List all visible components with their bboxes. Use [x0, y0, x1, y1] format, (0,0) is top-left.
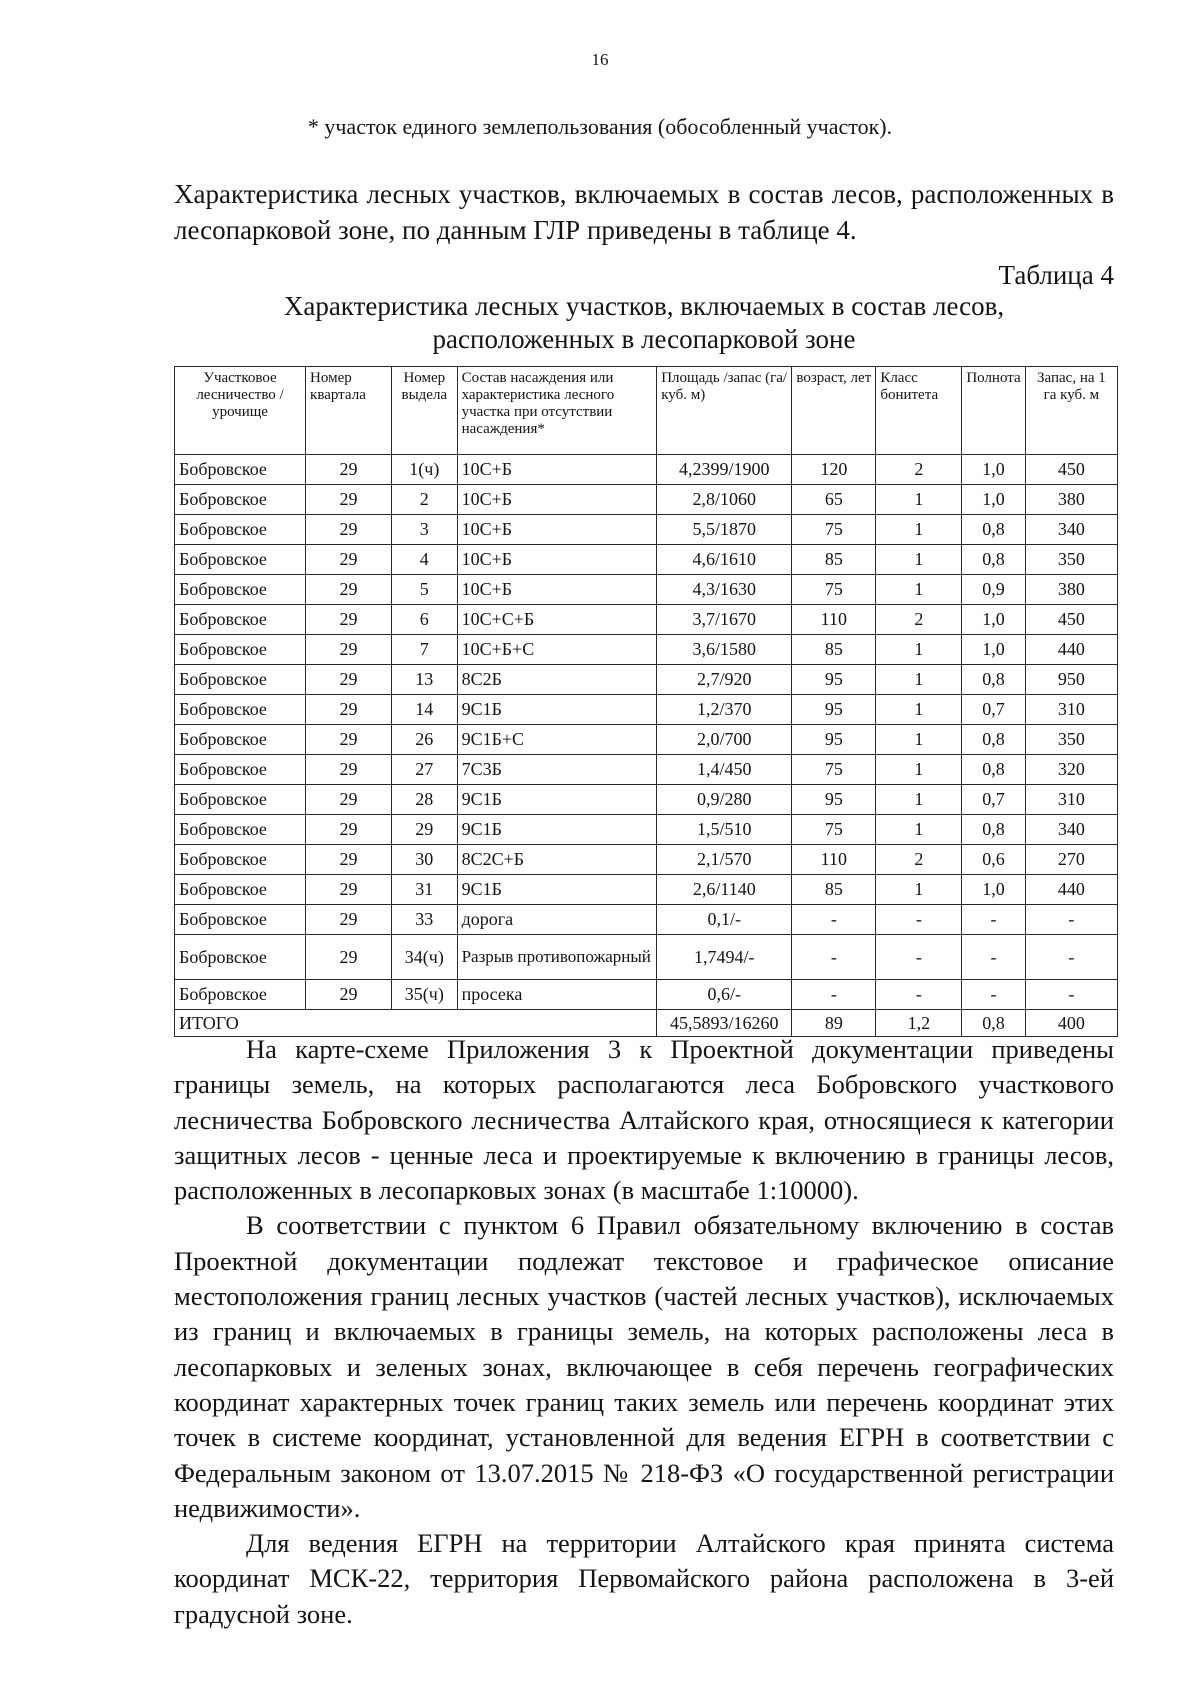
- cell-forestry: Бобровское: [175, 875, 306, 905]
- cell-age: 95: [792, 665, 876, 695]
- cell-density: 0,8: [962, 665, 1025, 695]
- cell-stock: 380: [1025, 485, 1117, 515]
- cell-age: 95: [792, 725, 876, 755]
- total-label: ИТОГО: [175, 1010, 657, 1037]
- cell-density: 0,6: [962, 845, 1025, 875]
- cell-density: 0,8: [962, 755, 1025, 785]
- cell-stock: 440: [1025, 875, 1117, 905]
- table-row: [175, 485, 1118, 515]
- cell-age: 85: [792, 635, 876, 665]
- table-row: [175, 635, 1118, 665]
- cell-composition: 10С+С+Б: [457, 605, 657, 635]
- cell-bonitet: 1: [876, 515, 962, 545]
- cell-density: 0,8: [962, 515, 1025, 545]
- cell-age: 75: [792, 575, 876, 605]
- cell-quarter: 29: [306, 515, 392, 545]
- cell-density: 0,8: [962, 815, 1025, 845]
- cell-forestry: Бобровское: [175, 980, 306, 1010]
- cell-forestry: Бобровское: [175, 785, 306, 815]
- cell-age: -: [792, 935, 876, 980]
- cell-composition: Разрыв противопожарный: [457, 935, 657, 980]
- cell-area: 0,6/-: [657, 980, 792, 1010]
- cell-bonitet: 1: [876, 695, 962, 725]
- cell-forestry: Бобровское: [175, 905, 306, 935]
- table-row: [175, 455, 1118, 485]
- cell-allotment: 33: [392, 905, 458, 935]
- header-stock: Запас, на 1 га куб. м: [1025, 367, 1117, 455]
- cell-density: 1,0: [962, 455, 1025, 485]
- total-area: 45,5893/16260: [657, 1010, 792, 1037]
- cell-density: 0,9: [962, 575, 1025, 605]
- cell-bonitet: 1: [876, 755, 962, 785]
- paragraph-egrn: Для ведения ЕГРН на территории Алтайского края принята система координат МСК-22, территория Первомайского района расположена в 3-ей градусной зоне.: [174, 1528, 1114, 1629]
- cell-bonitet: 1: [876, 635, 962, 665]
- body-text: [174, 1032, 1114, 1632]
- cell-allotment: 30: [392, 845, 458, 875]
- cell-area: 1,4/450: [657, 755, 792, 785]
- cell-bonitet: 1: [876, 875, 962, 905]
- cell-quarter: 29: [306, 935, 392, 980]
- cell-stock: -: [1025, 980, 1117, 1010]
- cell-composition: 8С2Б: [457, 665, 657, 695]
- cell-forestry: Бобровское: [175, 605, 306, 635]
- cell-composition: 9С1Б: [457, 875, 657, 905]
- cell-stock: 950: [1025, 665, 1117, 695]
- cell-stock: 320: [1025, 755, 1117, 785]
- cell-area: 2,1/570: [657, 845, 792, 875]
- cell-allotment: 28: [392, 785, 458, 815]
- cell-allotment: 1(ч): [392, 455, 458, 485]
- cell-quarter: 29: [306, 755, 392, 785]
- cell-composition: 10С+Б: [457, 575, 657, 605]
- cell-area: 2,6/1140: [657, 875, 792, 905]
- cell-area: 2,7/920: [657, 665, 792, 695]
- cell-bonitet: -: [876, 935, 962, 980]
- cell-bonitet: 2: [876, 455, 962, 485]
- cell-bonitet: 1: [876, 545, 962, 575]
- table-header-row: [175, 367, 1118, 455]
- table-row: [175, 575, 1118, 605]
- header-forestry: Участковое лесничество /урочище: [175, 367, 306, 455]
- paragraph-rules: В соответствии с пунктом 6 Правил обязательному включению в состав Проектной документации подлежат текстовое и графическое описание местоположения границ лесных участков (частей лесных участков), исключаемых из границ и включаемых в границы земель, на которых расположены леса в лесопарковых и зеленых зонах, включающее в себя перечень географических координат характерных точек границ таких земель или перечень координат этих точек в системе координат, установленной для ведения ЕГРН в соответствии с Федеральным законом от 13.07.2015 № 218-ФЗ «О государственной регистрации недвижимости».: [174, 1210, 1114, 1523]
- cell-forestry: Бобровское: [175, 815, 306, 845]
- cell-density: -: [962, 980, 1025, 1010]
- cell-bonitet: -: [876, 905, 962, 935]
- cell-age: 75: [792, 755, 876, 785]
- cell-density: 1,0: [962, 635, 1025, 665]
- table-row: [175, 605, 1118, 635]
- cell-quarter: 29: [306, 815, 392, 845]
- cell-area: 4,6/1610: [657, 545, 792, 575]
- cell-age: 110: [792, 605, 876, 635]
- cell-quarter: 29: [306, 725, 392, 755]
- cell-stock: 380: [1025, 575, 1117, 605]
- cell-allotment: 4: [392, 545, 458, 575]
- cell-age: 75: [792, 815, 876, 845]
- cell-density: 1,0: [962, 875, 1025, 905]
- table-row: [175, 905, 1118, 935]
- cell-composition: 9С1Б: [457, 695, 657, 725]
- cell-stock: -: [1025, 905, 1117, 935]
- table-label: Таблица 4: [998, 260, 1114, 290]
- cell-composition: 9С1Б: [457, 785, 657, 815]
- cell-bonitet: 1: [876, 485, 962, 515]
- cell-allotment: 27: [392, 755, 458, 785]
- cell-bonitet: 1: [876, 785, 962, 815]
- cell-area: 5,5/1870: [657, 515, 792, 545]
- table-row: [175, 515, 1118, 545]
- cell-composition: 8С2С+Б: [457, 845, 657, 875]
- cell-composition: дорога: [457, 905, 657, 935]
- cell-stock: 450: [1025, 605, 1117, 635]
- cell-quarter: 29: [306, 665, 392, 695]
- cell-area: 3,6/1580: [657, 635, 792, 665]
- cell-stock: 270: [1025, 845, 1117, 875]
- footnote: * участок единого землепользования (обособленный участок).: [307, 114, 893, 139]
- cell-allotment: 13: [392, 665, 458, 695]
- cell-forestry: Бобровское: [175, 455, 306, 485]
- cell-quarter: 29: [306, 875, 392, 905]
- cell-area: 4,2399/1900: [657, 455, 792, 485]
- table-row: [175, 935, 1118, 980]
- cell-allotment: 2: [392, 485, 458, 515]
- cell-density: -: [962, 905, 1025, 935]
- cell-age: 95: [792, 785, 876, 815]
- cell-forestry: Бобровское: [175, 665, 306, 695]
- cell-density: -: [962, 935, 1025, 980]
- cell-allotment: 7: [392, 635, 458, 665]
- cell-area: 4,3/1630: [657, 575, 792, 605]
- cell-area: 2,8/1060: [657, 485, 792, 515]
- cell-area: 1,7494/-: [657, 935, 792, 980]
- cell-forestry: Бобровское: [175, 515, 306, 545]
- cell-density: 0,8: [962, 545, 1025, 575]
- cell-composition: 10С+Б: [457, 455, 657, 485]
- cell-forestry: Бобровское: [175, 545, 306, 575]
- table-row: [175, 815, 1118, 845]
- cell-stock: 450: [1025, 455, 1117, 485]
- header-quarter: Номер квартала: [306, 367, 392, 455]
- cell-allotment: 26: [392, 725, 458, 755]
- cell-stock: 440: [1025, 635, 1117, 665]
- cell-area: 1,5/510: [657, 815, 792, 845]
- cell-composition: 10С+Б: [457, 545, 657, 575]
- cell-bonitet: 2: [876, 605, 962, 635]
- cell-age: 110: [792, 845, 876, 875]
- cell-allotment: 29: [392, 815, 458, 845]
- cell-stock: 340: [1025, 815, 1117, 845]
- cell-quarter: 29: [306, 605, 392, 635]
- table-row: [175, 545, 1118, 575]
- forest-plots-table: [174, 366, 1118, 1037]
- cell-age: 95: [792, 695, 876, 725]
- cell-age: 65: [792, 485, 876, 515]
- header-allotment: Номер выдела: [392, 367, 458, 455]
- cell-density: 0,8: [962, 725, 1025, 755]
- cell-stock: 310: [1025, 785, 1117, 815]
- cell-forestry: Бобровское: [175, 485, 306, 515]
- cell-forestry: Бобровское: [175, 725, 306, 755]
- cell-allotment: 6: [392, 605, 458, 635]
- cell-quarter: 29: [306, 980, 392, 1010]
- cell-area: 0,9/280: [657, 785, 792, 815]
- header-area: Площадь /запас (га/ куб. м): [657, 367, 792, 455]
- total-density: 0,8: [962, 1010, 1025, 1037]
- table-row: [175, 665, 1118, 695]
- cell-density: 1,0: [962, 605, 1025, 635]
- cell-quarter: 29: [306, 635, 392, 665]
- cell-stock: 350: [1025, 545, 1117, 575]
- cell-age: 75: [792, 515, 876, 545]
- total-stock: 400: [1025, 1010, 1117, 1037]
- intro-paragraph: Характеристика лесных участков, включаемых в состав лесов, расположенных в лесопарковой зоне, по данным ГЛР приведены в таблице 4.: [174, 179, 1114, 245]
- cell-composition: 9С1Б: [457, 815, 657, 845]
- table-row: [175, 980, 1118, 1010]
- cell-area: 3,7/1670: [657, 605, 792, 635]
- total-bonitet: 1,2: [876, 1010, 962, 1037]
- cell-bonitet: 1: [876, 575, 962, 605]
- cell-quarter: 29: [306, 455, 392, 485]
- table-row: [175, 695, 1118, 725]
- cell-quarter: 29: [306, 545, 392, 575]
- table-title-line-1: Характеристика лесных участков, включаемых в состав лесов,: [283, 291, 1005, 321]
- cell-forestry: Бобровское: [175, 635, 306, 665]
- cell-age: 85: [792, 545, 876, 575]
- cell-bonitet: 1: [876, 815, 962, 845]
- paragraph-map: На карте-схеме Приложения 3 к Проектной документации приведены границы земель, на которых располагаются леса Бобровского участкового лесничества Бобровского лесничества Алтайского края, относящиеся к категории защитных лесов - ценные леса и проектируемые к включению в границы лесов, расположенных в лесопарковых зонах (в масштабе 1:10000).: [174, 1034, 1114, 1206]
- cell-forestry: Бобровское: [175, 695, 306, 725]
- cell-stock: 310: [1025, 695, 1117, 725]
- header-age: возраст, лет: [792, 367, 876, 455]
- cell-allotment: 3: [392, 515, 458, 545]
- table-row: [175, 875, 1118, 905]
- cell-stock: 340: [1025, 515, 1117, 545]
- table-row: [175, 845, 1118, 875]
- cell-density: 0,7: [962, 695, 1025, 725]
- cell-composition: 10С+Б+С: [457, 635, 657, 665]
- total-age: 89: [792, 1010, 876, 1037]
- cell-density: 0,7: [962, 785, 1025, 815]
- cell-age: -: [792, 980, 876, 1010]
- cell-area: 2,0/700: [657, 725, 792, 755]
- cell-forestry: Бобровское: [175, 845, 306, 875]
- cell-quarter: 29: [306, 575, 392, 605]
- cell-quarter: 29: [306, 905, 392, 935]
- cell-composition: 10С+Б: [457, 515, 657, 545]
- page-number: 16: [591, 50, 609, 69]
- cell-forestry: Бобровское: [175, 755, 306, 785]
- cell-bonitet: 2: [876, 845, 962, 875]
- cell-quarter: 29: [306, 485, 392, 515]
- cell-quarter: 29: [306, 695, 392, 725]
- cell-allotment: 34(ч): [392, 935, 458, 980]
- cell-composition: просека: [457, 980, 657, 1010]
- header-composition: Состав насаждения или характеристика лесного участка при отсутствии насаждения*: [457, 367, 657, 455]
- cell-forestry: Бобровское: [175, 935, 306, 980]
- cell-quarter: 29: [306, 785, 392, 815]
- table-row: [175, 785, 1118, 815]
- table-title: [174, 290, 1114, 356]
- header-bonitet: Класс бонитета: [876, 367, 962, 455]
- cell-allotment: 14: [392, 695, 458, 725]
- table-row: [175, 755, 1118, 785]
- header-density: Полнота: [962, 367, 1025, 455]
- cell-age: 120: [792, 455, 876, 485]
- cell-age: -: [792, 905, 876, 935]
- cell-density: 1,0: [962, 485, 1025, 515]
- cell-composition: 10С+Б: [457, 485, 657, 515]
- cell-area: 1,2/370: [657, 695, 792, 725]
- cell-allotment: 31: [392, 875, 458, 905]
- cell-composition: 9С1Б+С: [457, 725, 657, 755]
- cell-quarter: 29: [306, 845, 392, 875]
- cell-bonitet: -: [876, 980, 962, 1010]
- cell-stock: -: [1025, 935, 1117, 980]
- cell-allotment: 5: [392, 575, 458, 605]
- table-row: [175, 725, 1118, 755]
- cell-bonitet: 1: [876, 725, 962, 755]
- table-title-line-2: расположенных в лесопарковой зоне: [432, 324, 856, 354]
- cell-bonitet: 1: [876, 665, 962, 695]
- cell-allotment: 35(ч): [392, 980, 458, 1010]
- cell-stock: 350: [1025, 725, 1117, 755]
- cell-area: 0,1/-: [657, 905, 792, 935]
- cell-composition: 7С3Б: [457, 755, 657, 785]
- cell-forestry: Бобровское: [175, 575, 306, 605]
- cell-age: 85: [792, 875, 876, 905]
